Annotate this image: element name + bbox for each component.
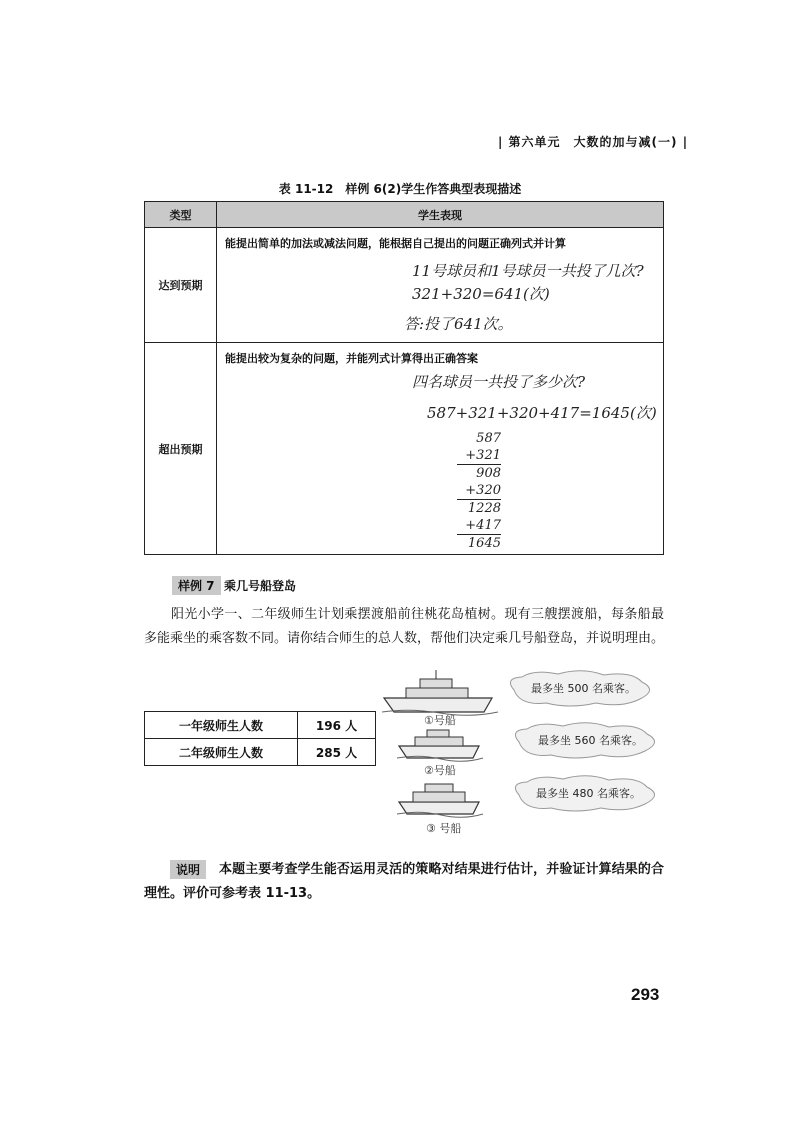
- note-text: 本题主要考查学生能否运用灵活的策略对结果进行估计，并验证计算结果的合理性。评价可参考表 11-13。: [144, 862, 664, 901]
- running-header: | 第六单元 大数的加与减(一) |: [498, 135, 689, 149]
- calc-line: +320: [457, 482, 501, 500]
- handwritten-equation: 321+320=641(次): [412, 285, 550, 303]
- count-label: 二年级师生人数: [145, 739, 298, 766]
- table-row: [145, 739, 376, 766]
- vertical-calculation: [457, 430, 501, 552]
- count-label: 一年级师生人数: [145, 712, 298, 739]
- calc-line: 908: [476, 466, 501, 481]
- count-value: 285 人: [298, 739, 376, 766]
- capacity-text: 最多坐 560 名乘客。: [538, 734, 643, 747]
- sample-title: 乘几号船登岛: [224, 579, 297, 593]
- column-header-type: 类型: [145, 202, 217, 228]
- table-row: [145, 712, 376, 739]
- handwritten-question: 11号球员和1号球员一共投了几次?: [412, 262, 644, 280]
- calc-line: +417: [457, 517, 501, 535]
- boat-caption: ③ 号船: [426, 822, 462, 835]
- table-row: [145, 228, 664, 343]
- column-header-performance: 学生表现: [217, 202, 664, 228]
- capacity-text: 最多坐 500 名乘客。: [531, 682, 636, 695]
- boat-caption: ①号船: [424, 714, 456, 727]
- performance-description: 能提出简单的加法或减法问题，能根据自己提出的问题正确列式并计算: [225, 237, 566, 250]
- row-performance-cell: [217, 228, 664, 343]
- handwritten-question: 四名球员一共投了多少次?: [412, 373, 586, 391]
- boat-caption: ②号船: [424, 764, 456, 777]
- calc-line: 587: [476, 431, 501, 446]
- table-row: [145, 343, 664, 555]
- table-header-row: [145, 202, 664, 228]
- table-caption: 表 11-12 样例 6(2)学生作答典型表现描述: [278, 182, 522, 196]
- count-value: 196 人: [298, 712, 376, 739]
- boat-2-illustration: [395, 726, 485, 762]
- note-tag: 说明: [170, 860, 206, 879]
- row-type-label: 超出预期: [145, 343, 217, 555]
- calc-line: +321: [457, 447, 501, 465]
- handwritten-answer: 答:投了641次。: [404, 315, 513, 333]
- performance-table: [144, 201, 664, 555]
- problem-text: 阳光小学一、二年级师生计划乘摆渡船前往桃花岛植树。现有三艘摆渡船，每条船最多能乘坐的乘客数不同。请你结合师生的总人数，帮他们决定乘几号船登岛，并说明理由。: [144, 607, 665, 646]
- performance-description: 能提出较为复杂的问题，并能列式计算得出正确答案: [225, 352, 478, 365]
- capacity-text: 最多坐 480 名乘客。: [536, 787, 641, 800]
- page-number: 293: [631, 985, 660, 1004]
- boat-1-illustration: [380, 668, 500, 716]
- handwritten-equation: 587+321+320+417=1645(次): [427, 404, 657, 422]
- boat-3-illustration: [395, 780, 485, 820]
- calc-line: 1228: [467, 501, 501, 516]
- row-performance-cell: [217, 343, 664, 555]
- student-count-table: [144, 711, 376, 766]
- sample-tag: 样例 7: [172, 576, 221, 595]
- row-type-label: 达到预期: [145, 228, 217, 343]
- calc-line: 1645: [467, 536, 501, 551]
